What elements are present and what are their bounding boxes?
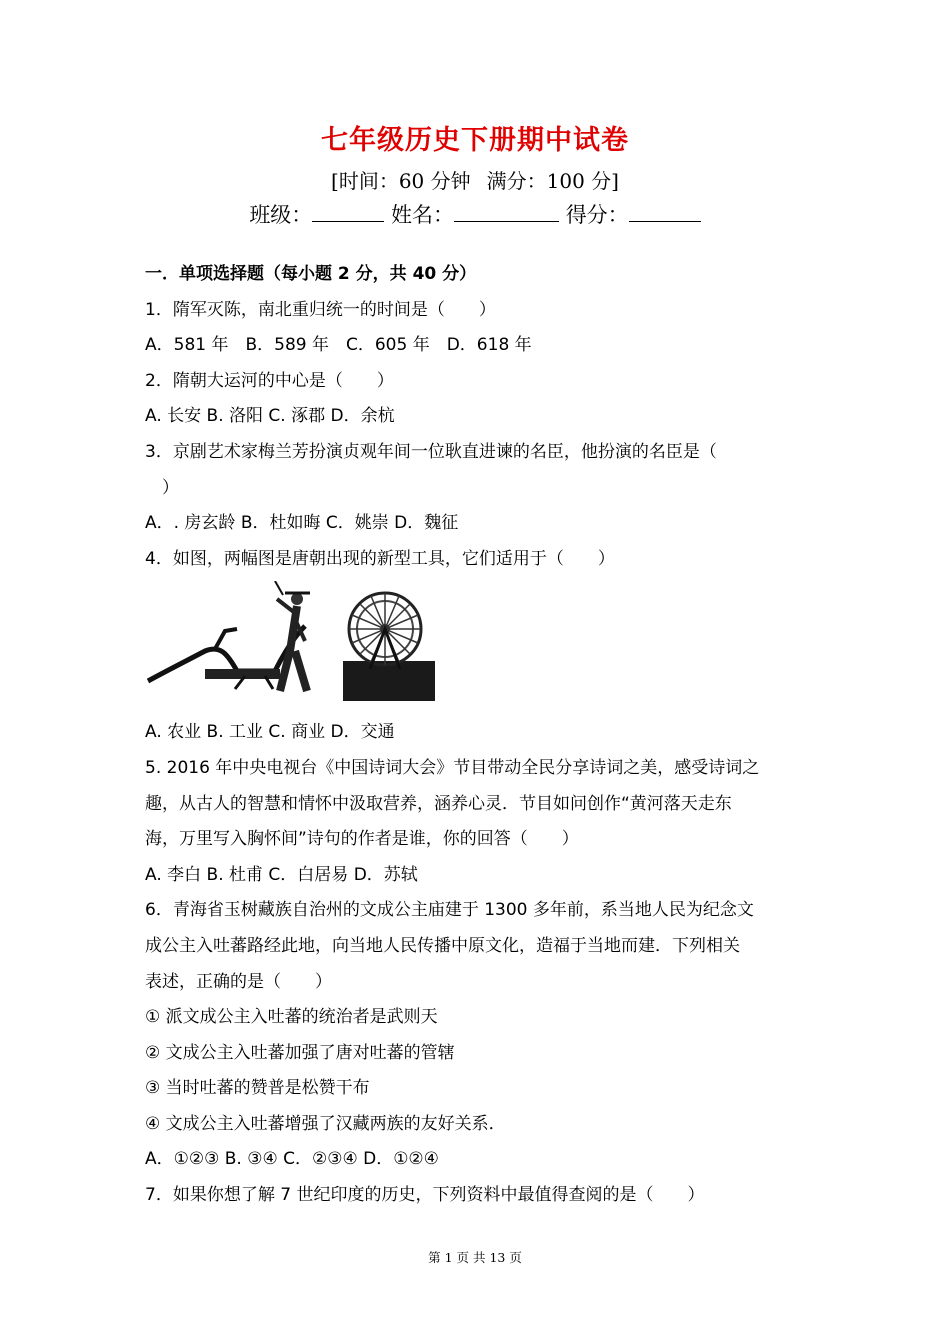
time-info: [时间：60 分钟 bbox=[331, 169, 471, 193]
question-6-item-3: ③ 当时吐蕃的赞普是松赞干布 bbox=[145, 1078, 370, 1099]
score-info: 满分：100 分] bbox=[486, 169, 619, 193]
question-2-stem: 2．隋朝大运河的中心是（ ） bbox=[145, 370, 394, 391]
waterwheel-image bbox=[343, 593, 435, 701]
question-6-item-1: ① 派文成公主入吐蕃的统治者是武则天 bbox=[145, 1007, 438, 1028]
score-blank bbox=[629, 203, 701, 222]
question-3-stem: 3．京剧艺术家梅兰芳扮演贞观年间一位耿直进谏的名臣，他扮演的名臣是（ bbox=[145, 441, 717, 462]
exam-meta bbox=[0, 165, 950, 194]
question-5-stem: 5. 2016 年中央电视台《中国诗词大会》节目带动全民分享诗词之美，感受诗词之 bbox=[145, 757, 760, 778]
name-blank bbox=[454, 203, 559, 222]
question-4-options: A. 农业 B. 工业 C. 商业 D．交通 bbox=[145, 722, 395, 743]
question-6-options: A．①②③ B. ③④ C．②③④ D．①②④ bbox=[145, 1149, 439, 1170]
question-5-stem-cont2: 海，万里写入胸怀间”诗句的作者是谁，你的回答（ ） bbox=[145, 829, 579, 850]
question-3-stem-cont: ） bbox=[145, 477, 179, 498]
question-6-stem-cont2: 表述，正确的是（ ） bbox=[145, 971, 332, 992]
exam-content bbox=[145, 257, 810, 1214]
tang-tools-figure bbox=[145, 581, 810, 707]
name-label: 姓名： bbox=[391, 203, 454, 227]
question-1-options: A．581 年 B．589 年 C．605 年 D．618 年 bbox=[145, 335, 532, 356]
student-info bbox=[0, 199, 950, 229]
question-6-item-4: ④ 文成公主入吐蕃增强了汉藏两族的友好关系． bbox=[145, 1113, 506, 1134]
page-number: 第 1 页 共 13 页 bbox=[428, 1250, 522, 1265]
tools-illustration bbox=[145, 581, 445, 707]
question-7-stem: 7．如果你想了解 7 世纪印度的历史，下列资料中最值得查阅的是（ ） bbox=[145, 1185, 705, 1206]
plough-image bbox=[148, 581, 310, 691]
class-label: 班级： bbox=[249, 203, 313, 227]
question-6-stem: 6．青海省玉树藏族自治州的文成公主庙建于 1300 多年前，系当地人民为纪念文 bbox=[145, 900, 754, 921]
question-3-options: A．. 房玄龄 B．杜如晦 C．姚崇 D．魏征 bbox=[145, 513, 459, 534]
question-5-options: A. 李白 B. 杜甫 C．白居易 D．苏轼 bbox=[145, 864, 418, 885]
question-6-stem-cont1: 成公主入吐蕃路经此地，向当地人民传播中原文化，造福于当地而建．下列相关 bbox=[145, 935, 740, 956]
score-label: 得分： bbox=[565, 203, 629, 227]
page-title: 七年级历史下册期中试卷 bbox=[321, 125, 629, 156]
question-1-stem: 1．隋军灭陈，南北重归统一的时间是（ ） bbox=[145, 299, 496, 320]
question-5-stem-cont1: 趣，从古人的智慧和情怀中汲取营养，涵养心灵．节目如问创作“黄河落天走东 bbox=[145, 793, 732, 814]
question-2-options: A. 长安 B. 洛阳 C. 涿郡 D．余杭 bbox=[145, 406, 395, 427]
question-6-item-2: ② 文成公主入吐蕃加强了唐对吐蕃的管辖 bbox=[145, 1042, 455, 1063]
class-blank bbox=[312, 203, 384, 222]
section-heading: 一．单项选择题（每小题 2 分，共 40 分） bbox=[145, 264, 477, 284]
question-4-stem: 4．如图，两幅图是唐朝出现的新型工具，它们适用于（ ） bbox=[145, 548, 615, 569]
